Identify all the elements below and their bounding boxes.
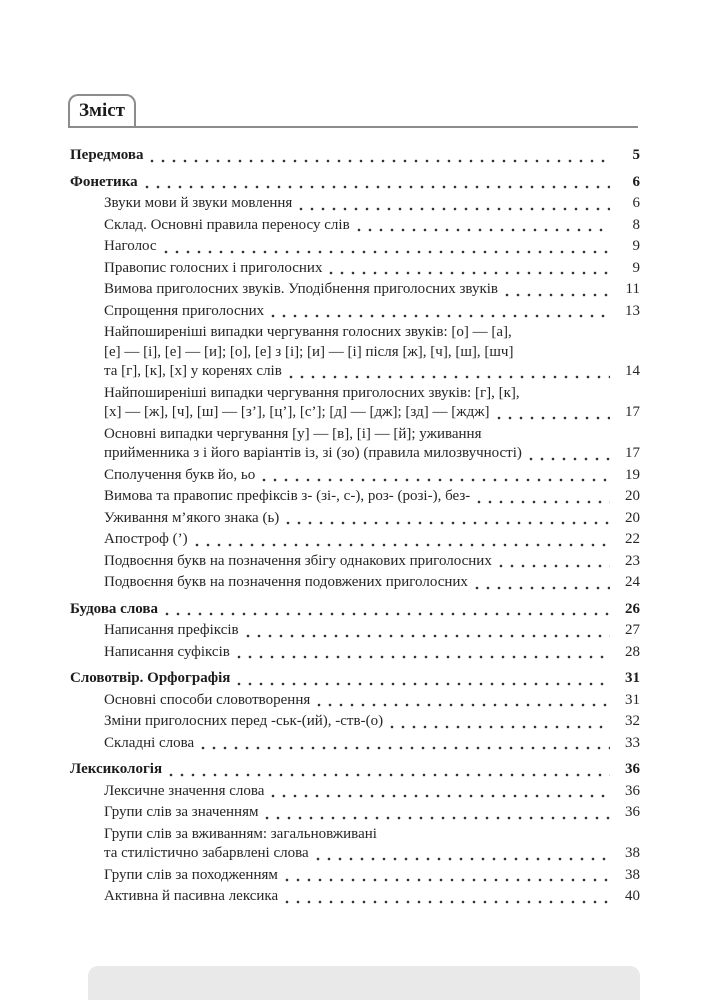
toc-page-number: 6 [632, 173, 640, 190]
toc-entry-title: Передмова [70, 147, 144, 163]
toc-entry-title: Лексикологія [70, 761, 163, 777]
toc-entry-title: Активна й пасивна лексика [104, 888, 279, 904]
toc-page-number: 32 [625, 713, 640, 729]
toc-entry-title: Вимова приголосних звуків. Уподібнення приголосних звуків [104, 281, 499, 297]
toc-entry-title: Будова слова [70, 600, 158, 617]
toc-entry-title: Групи слів за походженням [104, 866, 278, 883]
dot-leader [271, 314, 610, 318]
toc-page-number: 5 [632, 147, 640, 163]
toc-entry [70, 600, 640, 620]
toc-entry [70, 825, 640, 864]
toc-entry [70, 323, 640, 382]
toc-entry-title: Найпоширеніші випадки чергування приголосних звуків: [г], [к], [104, 384, 520, 401]
toc-entry [70, 621, 640, 641]
dot-leader [286, 521, 610, 525]
toc-entry-title: Спрощення приголосних [104, 302, 265, 319]
toc-page-number: 24 [625, 574, 640, 590]
dot-leader [357, 228, 610, 232]
toc-page-number: 40 [625, 888, 640, 904]
toc-page-number: 20 [625, 509, 640, 526]
dot-leader [299, 207, 610, 211]
toc-entry [70, 691, 640, 711]
dot-leader [265, 816, 610, 820]
toc-entry [70, 425, 640, 464]
toc-entry-title: Основні випадки чергування [у] — [в], [і] — [й]; уживання [104, 425, 482, 442]
dot-leader [285, 900, 610, 904]
dot-leader [165, 612, 610, 616]
toc-entry-title: Написання префіксів [104, 622, 239, 638]
toc-entry-title: [х] — [ж], [ч], [ш] — [з’], [ц’], [с’]; [д] — [дж]; [зд] — [ждж] [104, 404, 490, 420]
toc-entry-title: Склад. Основні правила переносу слів [104, 216, 350, 233]
dot-leader [390, 725, 610, 729]
toc-entry-title: Наголос [104, 238, 157, 254]
toc-page-number: 22 [625, 531, 640, 547]
dot-leader [499, 564, 610, 568]
toc-entry [70, 760, 640, 780]
dot-leader [505, 293, 610, 297]
toc-entry-title: Найпоширеніші випадки чергування голосних звуків: [о] — [а], [104, 324, 512, 340]
toc-entry [70, 146, 640, 166]
toc-entry [70, 669, 640, 689]
toc-entry-title: Подвоєння букв на позначення подовжених приголосних [104, 574, 468, 590]
toc-page-number: 11 [625, 281, 640, 297]
toc-entry [70, 237, 640, 257]
toc-page-number: 17 [625, 445, 640, 461]
toc-entry [70, 173, 640, 193]
toc-entry [70, 866, 640, 886]
toc-page-number: 31 [625, 691, 640, 708]
toc-entry-title: Написання суфіксів [104, 643, 230, 660]
dot-leader [262, 478, 610, 482]
dot-leader [145, 185, 610, 189]
dot-leader [289, 375, 610, 379]
toc-page-number: 26 [625, 600, 640, 617]
toc-page-number: 31 [625, 670, 640, 686]
toc-entry [70, 887, 640, 907]
toc-entry [70, 782, 640, 802]
dot-leader [317, 703, 610, 707]
toc-entry [70, 552, 640, 572]
dot-leader [285, 878, 610, 882]
toc-entry-title: Уживання м’якого знака (ь) [104, 509, 280, 526]
toc-page-number: 20 [625, 488, 640, 504]
toc-entry-title: Лексичне значення слова [104, 782, 265, 799]
toc-entry-title: Основні способи словотворення [104, 691, 311, 708]
toc-page-number: 19 [625, 466, 640, 483]
toc-page-number: 9 [632, 238, 640, 254]
toc-entry-title: Подвоєння букв на позначення збігу однакових приголосних [104, 552, 492, 569]
toc-page-number: 36 [625, 804, 640, 820]
dot-leader [150, 159, 610, 163]
toc-entry [70, 734, 640, 754]
toc-entry-title: Групи слів за значенням [104, 804, 259, 820]
dot-leader [237, 655, 610, 659]
dot-leader [316, 857, 610, 861]
toc-page-number: 8 [632, 216, 640, 233]
toc-page-number: 14 [625, 363, 640, 379]
toc-entry [70, 384, 640, 423]
dot-leader [329, 271, 610, 275]
footer-bar [88, 966, 640, 1000]
dot-leader [477, 500, 610, 504]
dot-leader [164, 250, 610, 254]
toc-entry-title: Звуки мови й звуки мовлення [104, 195, 293, 211]
toc-entry [70, 712, 640, 732]
dot-leader [475, 586, 610, 590]
dot-leader [497, 416, 610, 420]
toc-page-number: 13 [625, 302, 640, 319]
page-title: Зміст [79, 100, 126, 121]
toc-entry [70, 302, 640, 322]
toc-entry-title: Складні слова [104, 734, 195, 751]
dot-leader [529, 457, 610, 461]
toc-entry-title: Словотвір. Орфографія [70, 670, 231, 686]
toc-page-number: 36 [625, 782, 640, 799]
toc-entry-title: Групи слів за вживанням: загальновживані [104, 825, 377, 842]
toc-page-number: 33 [625, 734, 640, 751]
toc-entry-title: Правопис голосних і приголосних [104, 259, 323, 276]
toc-page-number: 6 [632, 195, 640, 211]
toc-entry-title: Зміни приголосних перед -ськ-(ий), -ств-(о) [104, 713, 384, 729]
toc-entry [70, 573, 640, 593]
toc-entry [70, 803, 640, 823]
toc-entry-title: [е] — [і], [е] — [и]; [о], [е] з [і]; [и] — [і] після [ж], [ч], [ш], [шч] [104, 343, 514, 360]
dot-leader [271, 794, 610, 798]
toc-entry [70, 466, 640, 486]
dot-leader [201, 746, 610, 750]
dot-leader [246, 634, 610, 638]
toc-page-number: 28 [625, 643, 640, 660]
toc-entry-title: Фонетика [70, 173, 138, 190]
toc-entry [70, 530, 640, 550]
toc-entry [70, 194, 640, 214]
toc-list [70, 146, 640, 909]
toc-entry [70, 643, 640, 663]
toc-page-number: 9 [632, 259, 640, 276]
toc-entry [70, 509, 640, 529]
toc-entry-title: прийменника з і його варіантів із, зі (зо) (правила милозвучності) [104, 445, 522, 461]
toc-entry-title: Вимова та правопис префіксів з- (зі-, с-), роз- (розі-), без- [104, 488, 471, 504]
dot-leader [195, 543, 610, 547]
toc-entry [70, 487, 640, 507]
contents-tab [68, 94, 136, 126]
toc-page-number: 23 [625, 552, 640, 569]
toc-entry-title: Апостроф (’) [104, 531, 188, 547]
toc-page-number: 38 [625, 845, 640, 861]
toc-entry-title: та [г], [к], [х] у коренях слів [104, 363, 282, 379]
toc-entry [70, 259, 640, 279]
dot-leader [169, 773, 610, 777]
toc-entry-title: Сполучення букв йо, ьо [104, 466, 256, 483]
toc-page-number: 38 [625, 866, 640, 883]
toc-entry [70, 216, 640, 236]
dot-leader [237, 682, 610, 686]
toc-entry-title: та стилістично забарвлені слова [104, 845, 309, 861]
toc-page-number: 27 [625, 622, 640, 638]
toc-page-number: 17 [625, 404, 640, 420]
header-rule [68, 126, 638, 128]
toc-page-number: 36 [625, 761, 640, 777]
toc-entry [70, 280, 640, 300]
